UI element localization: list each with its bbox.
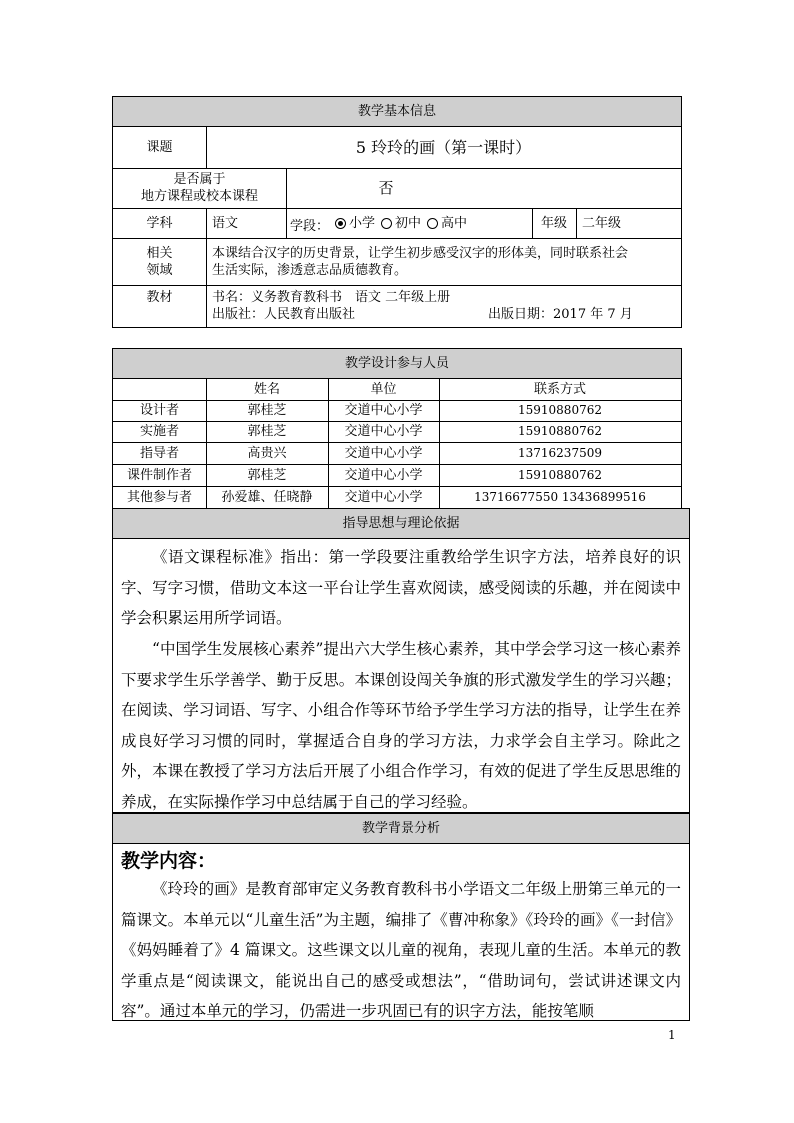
table-row-name: 郭桂芝 [247, 403, 287, 418]
table-row-contact: 13716237509 [518, 445, 602, 460]
theory-paragraph-1: 《语文课程标准》指出：第一学段要注重教给学生识字方法，培养良好的识字、写字习惯，借助文本这一平台让学生喜欢阅读，感受阅读的乐趣，并在阅读中学会积累运用所学词语。 [121, 548, 681, 627]
lesson-title: 5 玲玲的画（第一课时） [355, 138, 532, 157]
table-row-role: 其他参与者 [126, 490, 192, 505]
theory-paragraph-2: “中国学生发展核心素养”提出六大学生核心素养，其中学会学习这一核心素养下要求学生乐学善学、勤于反思。本课创设闯关争旗的形式激发学生的学习兴趣；在阅读、学习词语、写字、小组合作等环节给予学生学习方法的指导，让学生在养成良好学习习惯的同时，掌握适合自身的学习方法，力求学会自主学习。除此之外，本课在教授了学习方法后开展了小组合作学习，有效的促进了学生反思思维的养成，在实际操作学习中总结属于自己的学习经验。 [121, 640, 681, 811]
stage-option-junior: 初中 [395, 215, 422, 231]
basic-info-table [112, 96, 682, 328]
field-label-line2: 领域 [146, 262, 173, 278]
table-row-unit: 交道中心小学 [344, 445, 423, 461]
table-row-contact: 15910880762 [518, 403, 602, 417]
field-label [113, 238, 206, 285]
local-course-value: 否 [378, 178, 394, 197]
field-label-line1: 相关 [146, 245, 173, 261]
subject-label: 学科 [146, 215, 173, 231]
stage-option-primary: 小学 [349, 215, 376, 231]
teaching-content-paragraph: 《玲玲的画》是教育部审定义务教育教科书小学语文二年级上册第三单元的一篇课文。本单元以“儿童生活”为主题，编排了《曹冲称象》《玲玲的画》《一封信》《妈妈睡着了》4 篇课文。这些课文以儿童的视角，表现儿童的生活。本单元的教学重点是“阅读课文，能说出自己的感受或想法”，“借助词句，尝试讲述课文内容”。通过本单元的学习，仍需进一步巩固已有的识字方法，能按笔顺 [121, 880, 681, 1020]
lesson-label: 课题 [146, 140, 173, 155]
textbook-date: 出版日期：2017 年 7 月 [488, 307, 633, 322]
stage-label: 学段： [290, 218, 330, 234]
background-header: 教学背景分析 [113, 814, 689, 844]
col-header-unit: 单位 [370, 382, 397, 397]
field-value [206, 238, 681, 285]
page-number: 1 [668, 1028, 676, 1042]
grade-value: 二年级 [582, 215, 622, 231]
table-row-name: 孙爱雄、任晓静 [221, 490, 313, 505]
table-row-name: 高贵兴 [247, 445, 287, 461]
table-row-role: 指导者 [139, 445, 179, 461]
stage-radio-junior[interactable] [381, 218, 392, 229]
table-row-contact: 15910880762 [518, 424, 602, 438]
textbook-value [206, 285, 681, 327]
field-value-line2: 生活实际，渗透意志品质德教育。 [212, 262, 408, 278]
table-row-name: 郭桂芝 [247, 467, 287, 483]
table-row-unit: 交道中心小学 [344, 403, 423, 418]
participants-header: 教学设计参与人员 [113, 349, 681, 379]
table-row-role: 实施者 [139, 424, 179, 439]
table-row-unit: 交道中心小学 [344, 490, 423, 505]
grade-label: 年级 [540, 215, 567, 231]
table-row-name: 郭桂芝 [247, 424, 287, 439]
local-course-label-line2: 地方课程或校本课程 [140, 189, 258, 204]
table-row-role: 设计者 [139, 403, 179, 418]
table-row-unit: 交道中心小学 [344, 424, 423, 439]
textbook-publisher: 出版社：人民教育出版社 [212, 307, 356, 322]
background-section [112, 813, 690, 1021]
participants-table [112, 348, 682, 510]
field-value-line1: 本课结合汉字的历史背景，让学生初步感受汉字的形体美，同时联系社会 [212, 245, 629, 261]
table-row-contact: 13716677550 13436899516 [474, 490, 646, 504]
local-course-label [113, 168, 286, 208]
textbook-publisher-row [212, 306, 677, 323]
theory-section [112, 508, 690, 813]
table-row-unit: 交道中心小学 [344, 467, 423, 483]
table-row-contact: 15910880762 [518, 467, 602, 482]
table-row-role: 课件制作者 [126, 467, 192, 483]
subject-value: 语文 [212, 215, 239, 231]
textbook-title: 书名：义务教育教科书 语文 二年级上册 [212, 290, 451, 305]
stage-selector [286, 208, 532, 238]
col-header-contact: 联系方式 [533, 382, 586, 397]
stage-radio-senior[interactable] [427, 218, 438, 229]
basic-info-header: 教学基本信息 [113, 97, 681, 127]
textbook-label: 教材 [146, 290, 173, 305]
stage-option-senior: 高中 [441, 215, 468, 231]
stage-radio-primary[interactable] [335, 218, 346, 229]
col-header-name: 姓名 [253, 382, 280, 397]
theory-header: 指导思想与理论依据 [113, 509, 689, 539]
teaching-content-heading: 教学内容： [121, 850, 217, 872]
local-course-label-line1: 是否属于 [173, 172, 226, 187]
col-header-role [113, 379, 206, 400]
